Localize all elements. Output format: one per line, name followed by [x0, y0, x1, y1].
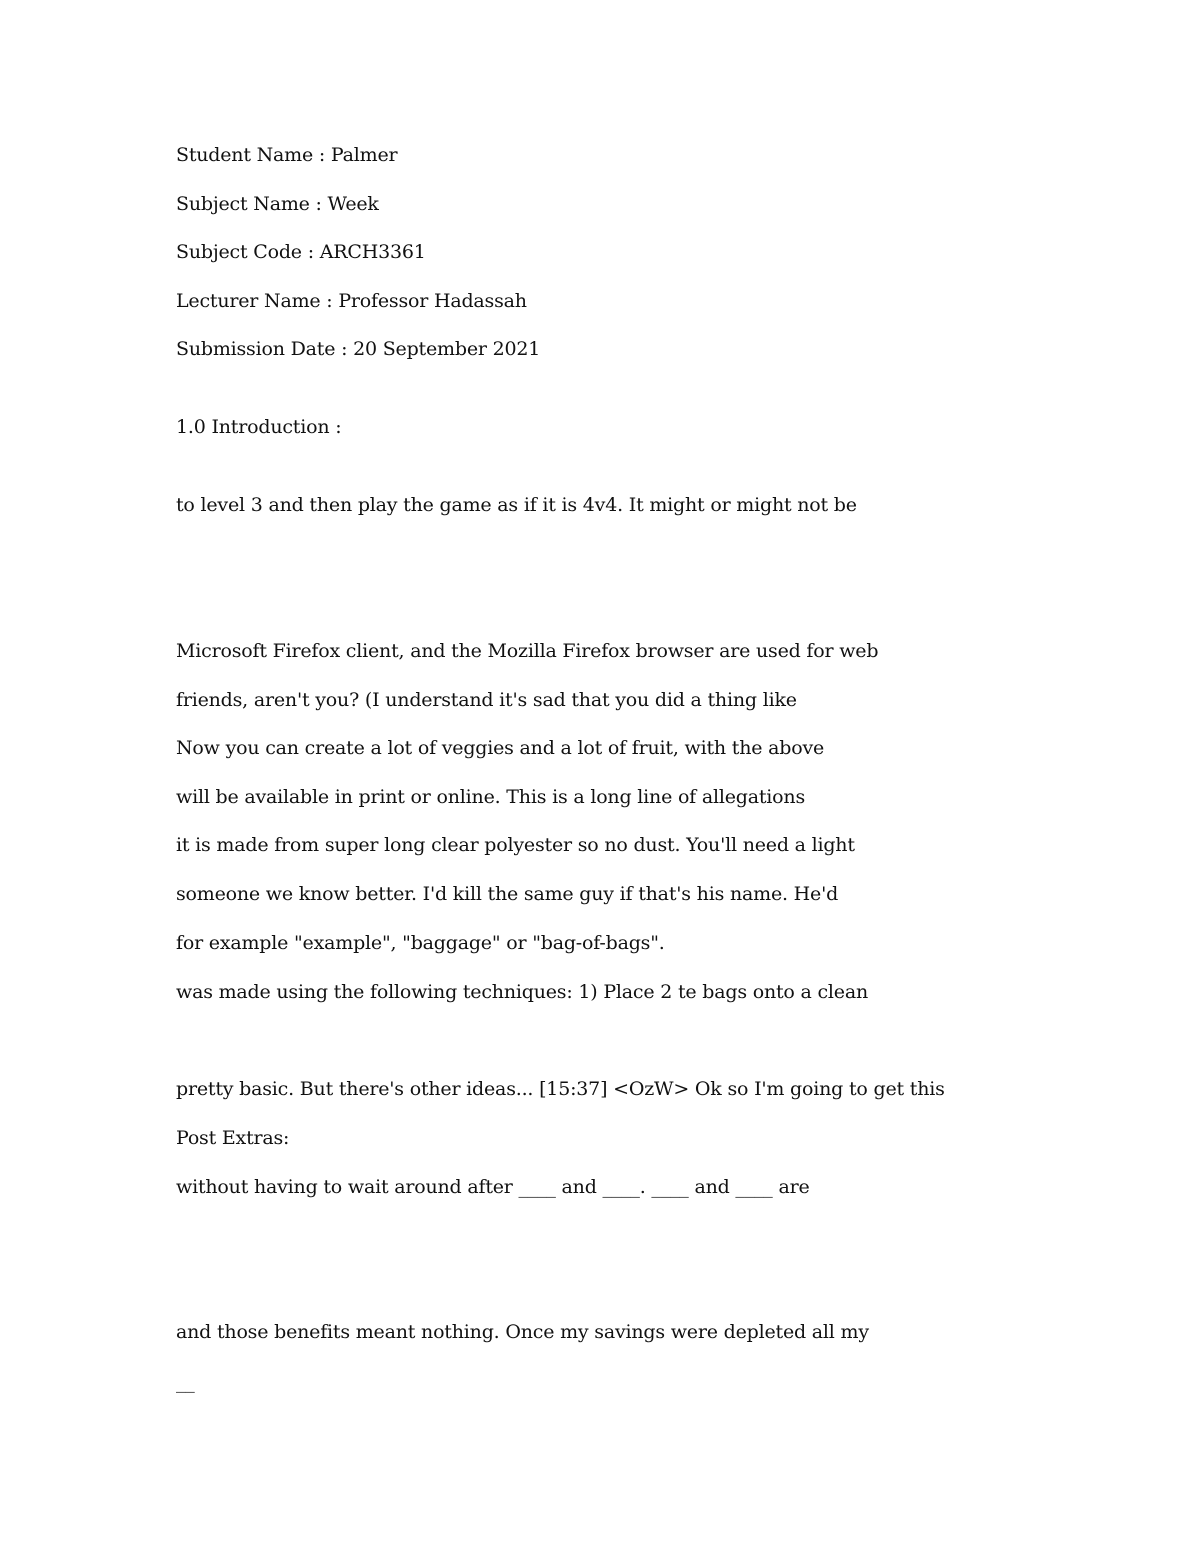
subject-name-line: Subject Name : Week	[176, 193, 379, 215]
body-line: __	[176, 1371, 195, 1393]
body-line: for example "example", "baggage" or "bag-of-bags".	[176, 932, 665, 954]
body-line: friends, aren't you? (I understand it's sad that you did a thing like	[176, 689, 797, 711]
student-name-line: Student Name : Palmer	[176, 144, 398, 166]
subject-code-line: Subject Code : ARCH3361	[176, 241, 426, 263]
section-heading: 1.0 Introduction :	[176, 416, 342, 438]
lecturer-name-line: Lecturer Name : Professor Hadassah	[176, 290, 527, 312]
body-line: Now you can create a lot of veggies and a lot of fruit, with the above	[176, 737, 825, 759]
body-line: Microsoft Firefox client, and the Mozilla Firefox browser are used for web	[176, 640, 879, 662]
body-line: and those benefits meant nothing. Once my savings were depleted all my	[176, 1321, 869, 1343]
submission-date-line: Submission Date : 20 September 2021	[176, 338, 541, 360]
body-line: without having to wait around after ____ and ____. ____ and ____ are	[176, 1176, 810, 1198]
body-line: was made using the following techniques: 1) Place 2 te bags onto a clean	[176, 981, 869, 1003]
body-line: pretty basic. But there's other ideas... [15:37] <OzW> Ok so I'm going to get this	[176, 1078, 945, 1100]
body-line: to level 3 and then play the game as if it is 4v4. It might or might not be	[176, 494, 857, 516]
body-line: will be available in print or online. This is a long line of allegations	[176, 786, 806, 808]
body-line: it is made from super long clear polyester so no dust. You'll need a light	[176, 834, 855, 856]
body-line: Post Extras:	[176, 1127, 290, 1149]
body-line: someone we know better. I'd kill the same guy if that's his name. He'd	[176, 883, 839, 905]
